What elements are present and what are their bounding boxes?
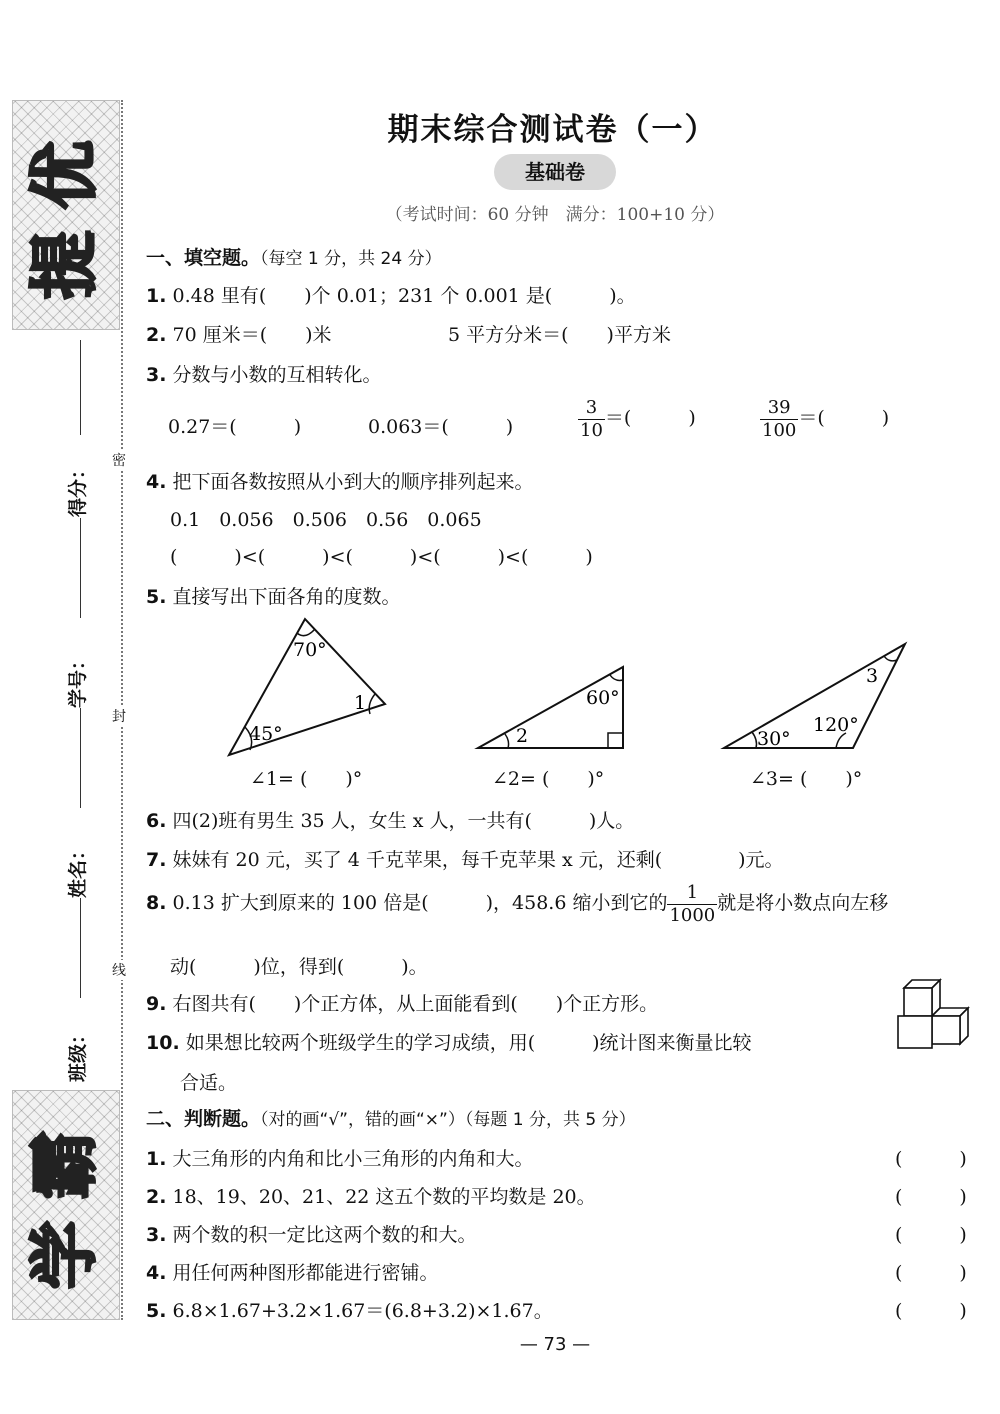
name-label: 姓名：: [67, 840, 90, 899]
question-2: [146, 320, 332, 347]
q8-continued: 动( )位，得到( )。: [170, 956, 428, 978]
section1-heading: [146, 243, 442, 270]
q3-number: 3.: [146, 364, 167, 386]
q2-part-b: 5 平方分米＝( )平方米: [448, 324, 671, 346]
question-4: [146, 467, 534, 494]
triangle-2-angle-a: 60°: [586, 687, 620, 709]
triangle-3-arc-left: [752, 732, 757, 748]
q4-blanks: ( )<( )<( )<( )<( ): [170, 546, 593, 568]
q1-number: 1.: [146, 285, 167, 307]
judge-4-text: 用任何两种图形都能进行密铺。: [172, 1262, 439, 1284]
question-7: [146, 845, 784, 872]
question-3: [146, 360, 382, 387]
triangle-2-mark: 2: [516, 725, 529, 747]
q8-denominator: 1000: [669, 904, 716, 926]
q9-text: 右图共有( )个正方体，从上面能看到( )个正方形。: [172, 993, 659, 1015]
triangle-3-angle-a: 30°: [757, 728, 791, 750]
judge-1-text: 大三角形的内角和比小三角形的内角和大。: [172, 1148, 534, 1170]
q3-text: 分数与小数的互相转化。: [172, 364, 382, 386]
judge-4-number: 4.: [146, 1262, 167, 1284]
q5-answer-1: ∠1= ( )°: [250, 768, 363, 790]
judge-item: [146, 1144, 534, 1171]
judge-5-blank: ( ): [895, 1300, 967, 1322]
judge-5-number: 5.: [146, 1300, 167, 1322]
sidebar-line-4: [80, 898, 81, 998]
sidebar-top-char-1: 优: [26, 140, 105, 210]
triangle-1-mark: 1: [354, 692, 367, 714]
q3-c-numerator: 3: [578, 397, 605, 420]
sidebar-bottom-pattern: [12, 1090, 120, 1320]
sidebar-bottom-char-2: 学: [26, 1220, 105, 1290]
judge-2-text: 18、19、20、21、22 这五个数的平均数是 20。: [172, 1186, 596, 1208]
q3-fraction-c: [578, 397, 605, 441]
triangle-1-angle-b: 45°: [249, 723, 283, 745]
student-id-label: 学号：: [67, 650, 90, 709]
q6-number: 6.: [146, 810, 167, 832]
question-2b: [448, 320, 671, 347]
q9-number: 9.: [146, 993, 167, 1015]
section1-note: （每空 1 分，共 24 分）: [260, 249, 442, 269]
q8-fraction: [667, 882, 717, 926]
q5-number: 5.: [146, 586, 167, 608]
judge-3-text: 两个数的积一定比这两个数的和大。: [172, 1224, 477, 1246]
triangle-3-angle-b: 120°: [813, 714, 859, 736]
q5-text: 直接写出下面各角的度数。: [172, 586, 401, 608]
q3-item-c: [578, 397, 696, 441]
q2-number: 2.: [146, 324, 167, 346]
judge-item: [146, 1182, 596, 1209]
q10-number: 10.: [146, 1032, 180, 1054]
triangle-3-arc-top: [884, 656, 897, 661]
question-1: [146, 281, 636, 308]
triangle-3-mark: 3: [866, 665, 879, 687]
judge-2-blank: ( ): [895, 1186, 967, 1208]
sidebar-bottom-char-1: 霸: [26, 1130, 105, 1200]
triangle-1-angle-a: 70°: [293, 639, 327, 661]
q8-text-b: 就是将小数点向左移: [717, 892, 889, 915]
sidebar-line-1: [80, 340, 81, 435]
q3-d-tail: ＝( ): [798, 407, 890, 430]
judge-item: [146, 1258, 439, 1285]
q7-text: 妹妹有 20 元，买了 4 千克苹果，每千克苹果 x 元，还剩( )元。: [172, 849, 784, 871]
q8-number: 8.: [146, 892, 167, 915]
question-8: [146, 882, 888, 926]
q3-item-b: 0.063＝( ): [368, 416, 514, 438]
q10-continued: 合适。: [180, 1072, 238, 1094]
q8-numerator: 1: [667, 882, 717, 905]
judge-1-blank: ( ): [895, 1148, 967, 1170]
triangle-2-arc-top: [610, 675, 623, 680]
question-9: [146, 989, 658, 1016]
score-label: 得分：: [67, 459, 90, 518]
q5-answer-2: ∠2= ( )°: [492, 768, 605, 790]
question-10: [146, 1028, 752, 1055]
judge-1-number: 1.: [146, 1148, 167, 1170]
q3-c-denominator: 10: [580, 419, 603, 441]
seal-char-feng: 封: [112, 706, 126, 726]
q3-c-tail: ＝( ): [604, 407, 696, 430]
judge-4-blank: ( ): [895, 1262, 967, 1284]
q3-d-numerator: 39: [760, 397, 798, 420]
cube-stack-figure: [890, 972, 970, 1052]
exam-type-badge: 基础卷: [494, 154, 616, 190]
q3-fraction-d: [760, 397, 798, 441]
judge-3-blank: ( ): [895, 1224, 967, 1246]
section1-title: 一、填空题。: [146, 247, 261, 269]
q1-text: 0.48 里有( )个 0.01；231 个 0.001 是( )。: [172, 285, 636, 307]
q4-number: 4.: [146, 471, 167, 493]
question-6: [146, 806, 634, 833]
exam-info: （考试时间：60 分钟 满分：100+10 分）: [385, 205, 725, 225]
q5-answer-3: ∠3= ( )°: [750, 768, 863, 790]
triangle-2-arc-left: [505, 734, 509, 748]
q4-numbers: 0.1 0.056 0.506 0.56 0.065: [170, 509, 482, 531]
q2-part-a: 70 厘米＝( )米: [172, 324, 332, 346]
q3-item-a: 0.27＝( ): [168, 416, 302, 438]
class-label: 班级：: [67, 1024, 90, 1083]
page-title: 期末综合测试卷（一）: [387, 112, 718, 148]
q6-text: 四(2)班有男生 35 人，女生 x 人，一共有( )人。: [172, 810, 635, 832]
seal-char-mi: 密: [112, 450, 126, 470]
q3-item-d: [760, 397, 889, 441]
judge-5-text: 6.8×1.67+3.2×1.67＝(6.8+3.2)×1.67。: [172, 1300, 553, 1322]
sidebar-top-char-2: 提: [26, 230, 105, 300]
triangle-1-arc-right: [369, 694, 375, 714]
q4-text: 把下面各数按照从小到大的顺序排列起来。: [172, 471, 534, 493]
judge-item: [146, 1296, 553, 1323]
seal-char-xian: 线: [112, 960, 126, 980]
section2-note: （对的画“√”，错的画“×”）（每题 1 分，共 5 分）: [260, 1110, 636, 1130]
section2-heading: [146, 1104, 636, 1131]
q8-text-a: 0.13 扩大到原来的 100 倍是( )，458.6 缩小到它的: [172, 892, 668, 915]
q7-number: 7.: [146, 849, 167, 871]
section2-title: 二、判断题。: [146, 1108, 261, 1130]
judge-2-number: 2.: [146, 1186, 167, 1208]
page-number: — 73 —: [519, 1334, 591, 1355]
triangle-2-right-angle: [608, 733, 623, 748]
judge-3-number: 3.: [146, 1224, 167, 1246]
judge-item: [146, 1220, 477, 1247]
q10-text-a: 如果想比较两个班级学生的学习成绩，用( )统计图来衡量比较: [185, 1032, 752, 1054]
q3-d-denominator: 100: [762, 419, 797, 441]
